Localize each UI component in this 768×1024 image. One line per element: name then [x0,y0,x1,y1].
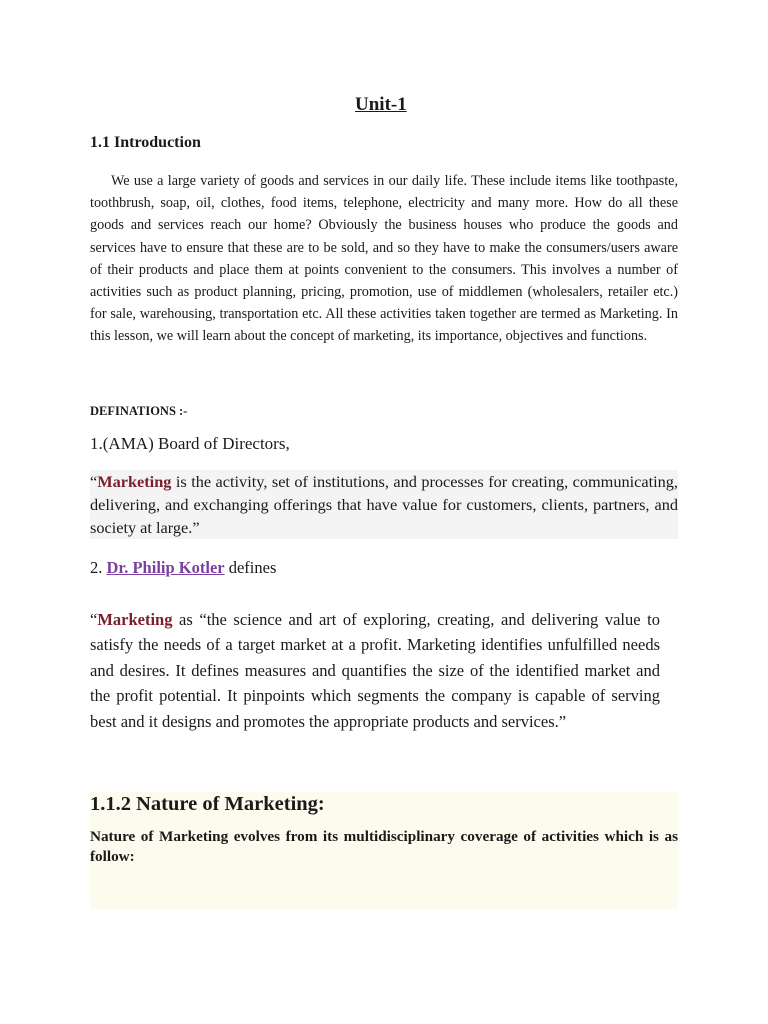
ama-heading: 1.(AMA) Board of Directors, [90,434,290,453]
kotler-open-quote: “ [90,610,98,629]
kotler-definition-text: as “the science and art of exploring, creating, and delivering value to satisfy the needs of a target market at a profit. Marketing identifies unfulfilled needs and desires. It defines measures and quantifies the size of the identified market and the profit potential. It pinpoints which segments the company is capable of serving best and it designs and promotes the appropriate products and services.” [90,610,660,731]
kotler-heading [90,558,276,578]
ama-definition-text: is the activity, set of institutions, and processes for creating, communicating, delivering, and exchanging offerings that have value for customers, clients, partners, and society at large.” [90,472,678,537]
nature-heading [90,793,325,816]
definitions-label: DEFINATIONS :- [90,404,188,418]
kotler-suffix: defines [224,558,277,577]
kotler-number: 2. [90,558,107,577]
nature-paragraph: Nature of Marketing evolves from its multidisciplinary coverage of activities which is as follow: [90,828,678,865]
intro-heading: 1.1 Introduction [90,134,201,151]
intro-paragraph: We use a large variety of goods and services in our daily life. These include items like toothpaste, toothbrush, soap, oil, clothes, food items, telephone, electricity and many more. How do all these goods and services reach our home? Obviously the business houses who produce the goods and services have to ensure that these are to be sold, and so they have to make the consumers/users aware of their products and place them at points convenient to the consumers. This involves a number of activities such as product planning, pricing, promotion, use of middlemen (wholesalers, retailer etc.) for sale, warehousing, transportation etc. All these activities taken together are termed as Marketing. In this lesson, we will learn about the concept of marketing, its importance, objectives and functions. [90,173,678,345]
kotler-marketing-keyword: Marketing [97,610,173,629]
kotler-definition-quote [90,607,660,734]
ama-definition-quote [90,470,678,539]
ama-marketing-keyword: Marketing [97,472,172,491]
kotler-link[interactable]: Dr. Philip Kotler [106,558,225,577]
nature-heading-number: 1.1.2 [90,793,131,815]
nature-heading-title: Nature of Marketing: [131,793,325,815]
ama-open-quote: “ [90,472,98,491]
unit-title: Unit-1 [355,94,407,115]
